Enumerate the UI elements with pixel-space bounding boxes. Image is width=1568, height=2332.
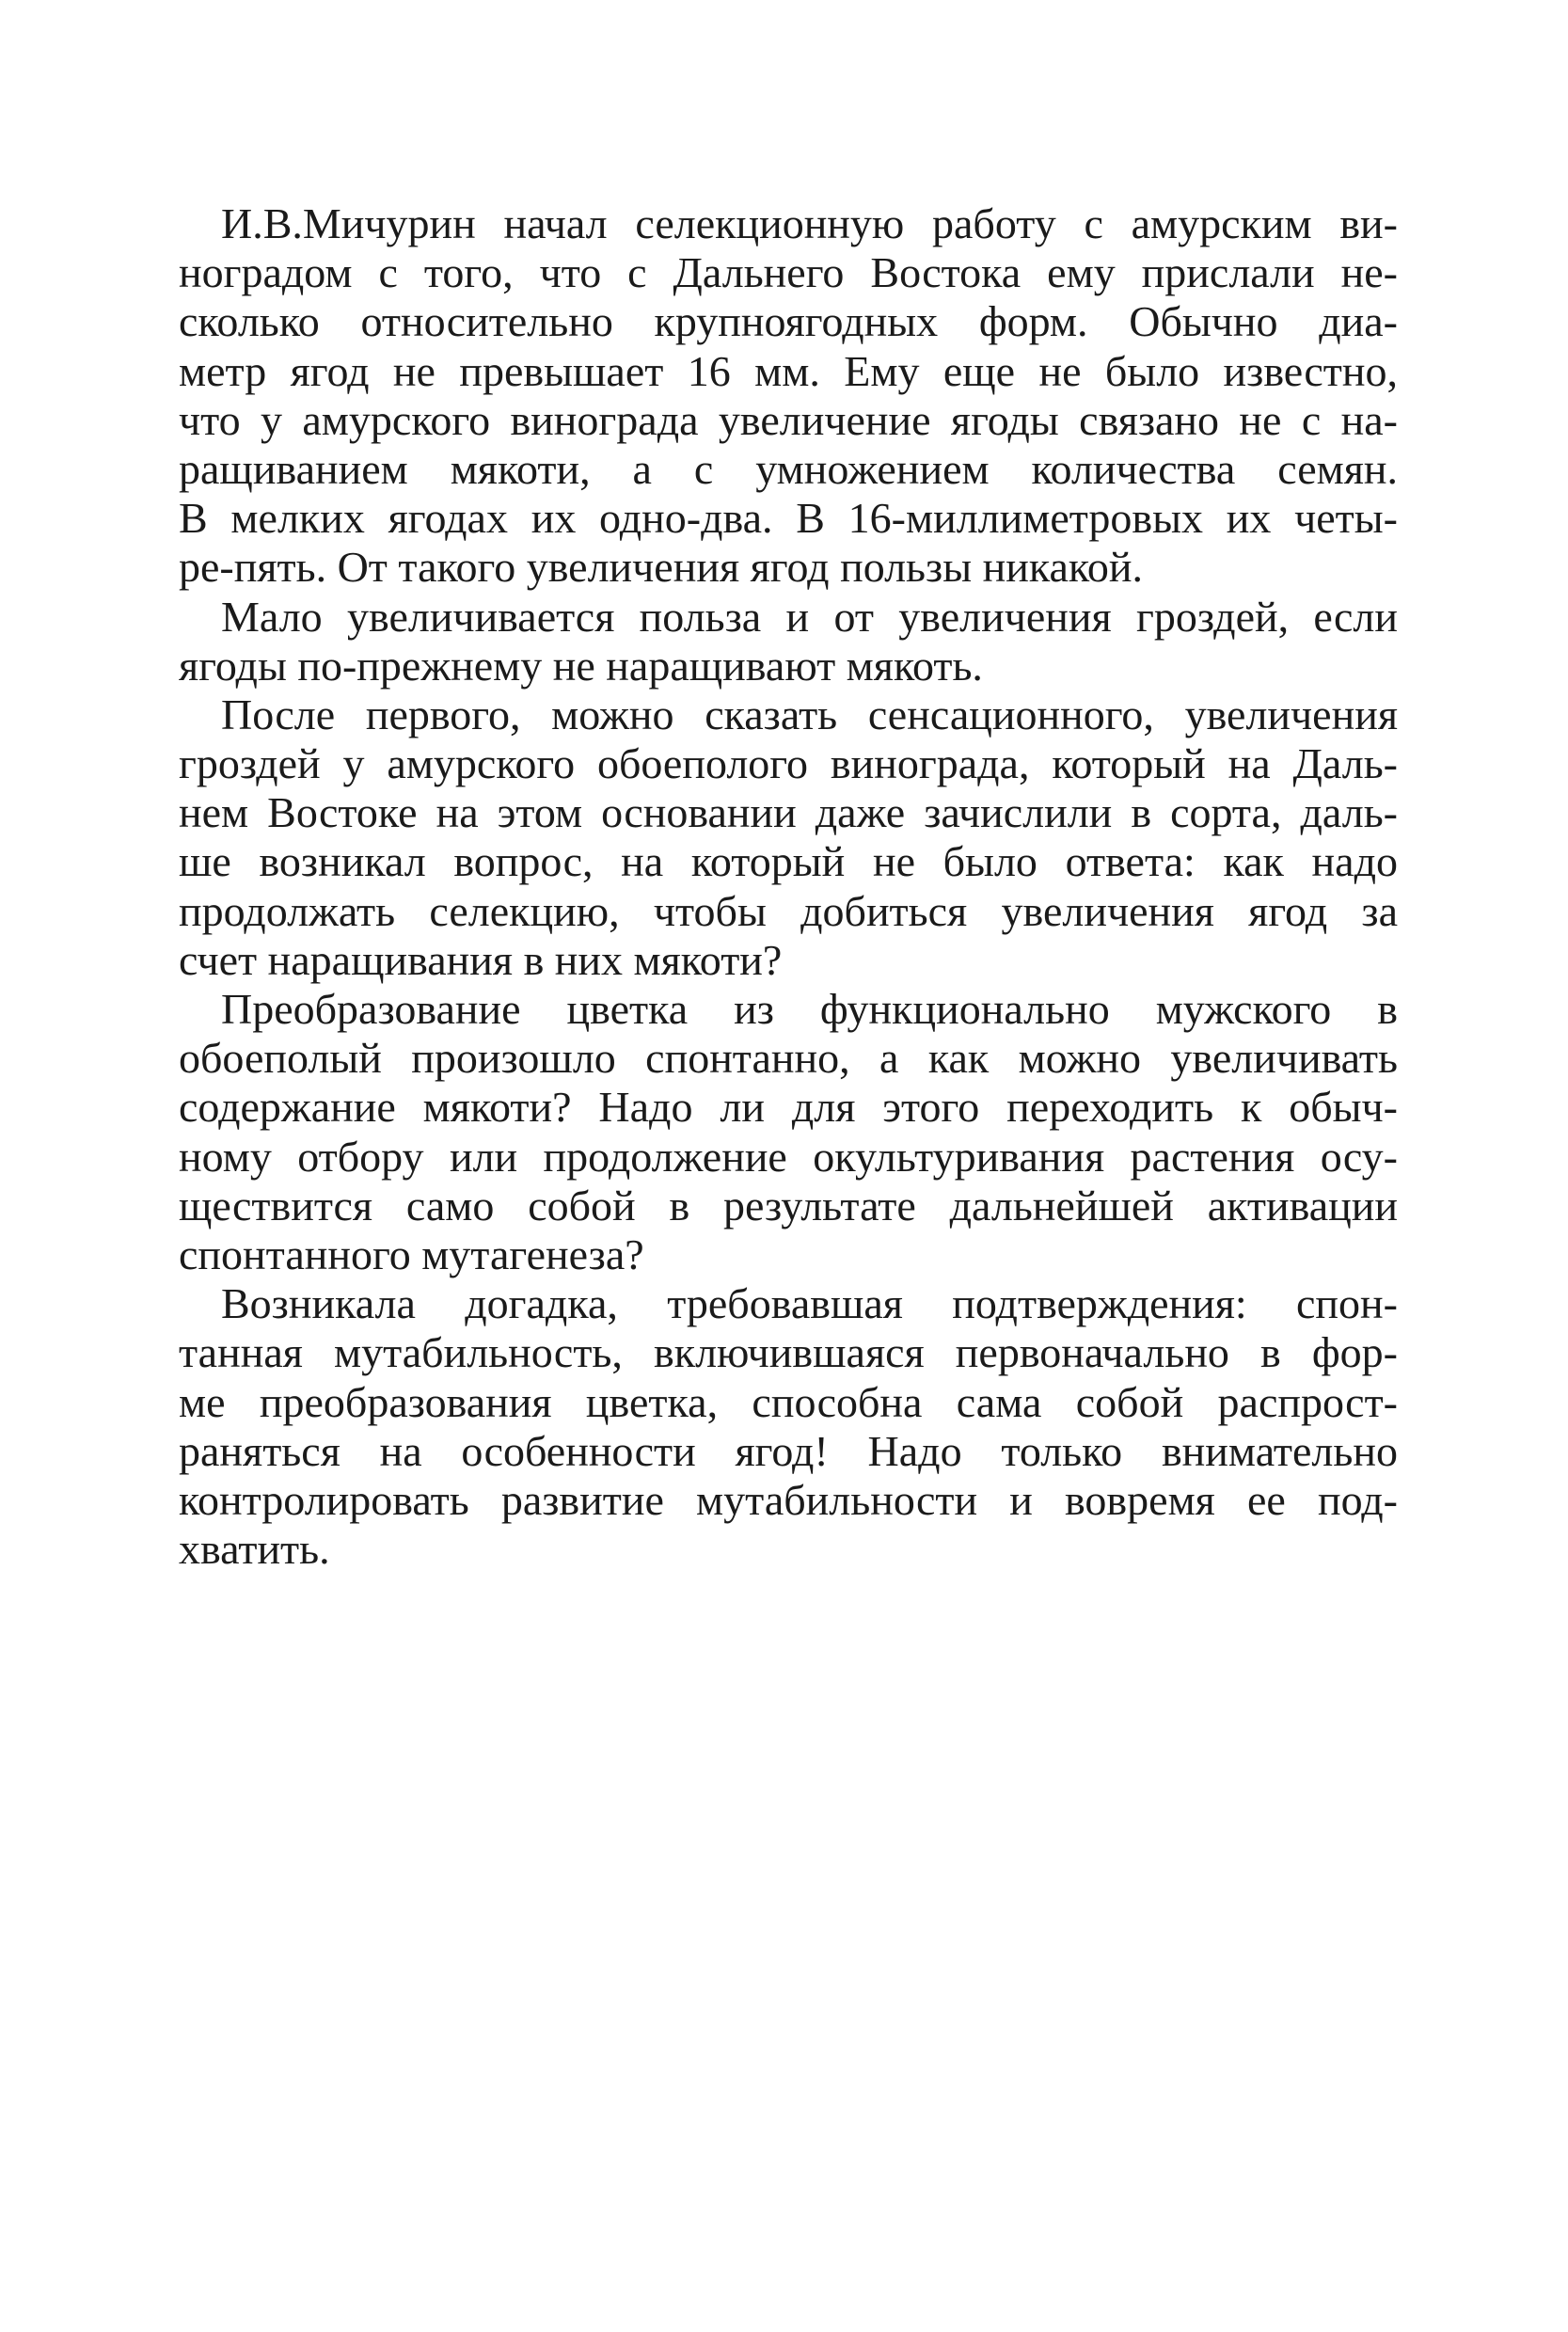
text-line: ме преобразования цветка, способна сама собой распрост- — [179, 1377, 1398, 1426]
text-line: Возникала догадка, требовавшая подтверждения: спон- — [221, 1279, 1398, 1328]
text-line: сколько относительно крупноягодных форм. Обычно диа- — [179, 297, 1398, 346]
text-line: обоеполый произошло спонтанно, а как можно увеличивать — [179, 1034, 1398, 1083]
text-line: В мелких ягодах их одно-два. В 16-миллиметровых их четы- — [179, 494, 1398, 543]
text-line: танная мутабильность, включившаяся первоначально в фор- — [179, 1328, 1398, 1377]
text-line: ращиванием мякоти, а с умножением количества семян. — [179, 444, 1398, 493]
text-line: нем Востоке на этом основании даже зачислили в сорта, даль- — [179, 788, 1398, 837]
paragraph-2 — [179, 593, 1398, 690]
paragraph-3 — [179, 690, 1398, 985]
text-line: Преобразование цветка из функционально мужского в — [221, 985, 1398, 1033]
text-line: ному отбору или продолжение окультуривания растения осу- — [179, 1132, 1398, 1181]
text-line: И.В.Мичурин начал селекционную работу с амурским ви- — [221, 199, 1398, 247]
text-line: ществится само собой в результате дальнейшей активации — [179, 1181, 1398, 1229]
text-line: раняться на особенности ягод! Надо только внимательно — [179, 1426, 1398, 1475]
text-line: что у амурского винограда увеличение ягоды связано не с на- — [179, 395, 1398, 444]
text-line: Мало увеличивается польза и от увеличения гроздей, если — [221, 592, 1398, 641]
text-line: контролировать развитие мутабильности и вовремя ее под- — [179, 1475, 1398, 1524]
paragraph-5 — [179, 1279, 1398, 1574]
text-line: счет наращивания в них мякоти? — [179, 935, 783, 984]
text-line: хватить. — [179, 1525, 330, 1574]
text-line: содержание мякоти? Надо ли для этого переходить к обыч- — [179, 1083, 1398, 1132]
text-line: ягоды по-прежнему не наращивают мякоть. — [179, 641, 983, 690]
text-line: продолжать селекцию, чтобы добиться увеличения ягод за — [179, 886, 1398, 935]
text-line: гроздей у амурского обоеполого винограда, который на Даль- — [179, 739, 1398, 788]
text-line: ноградом с того, что с Дальнего Востока ему прислали не- — [179, 248, 1398, 297]
text-line: спонтанного мутагенеза? — [179, 1229, 644, 1278]
paragraph-4 — [179, 985, 1398, 1279]
text-line: После первого, можно сказать сенсационного, увеличения — [221, 690, 1398, 738]
text-line: ре-пять. От такого увеличения ягод пользы никакой. — [179, 543, 1144, 592]
text-line: метр ягод не превышает 16 мм. Ему еще не было известно, — [179, 346, 1398, 395]
text-line: ше возникал вопрос, на который не было ответа: как надо — [179, 837, 1398, 886]
body-text — [179, 199, 1398, 1574]
paragraph-1 — [179, 199, 1398, 593]
